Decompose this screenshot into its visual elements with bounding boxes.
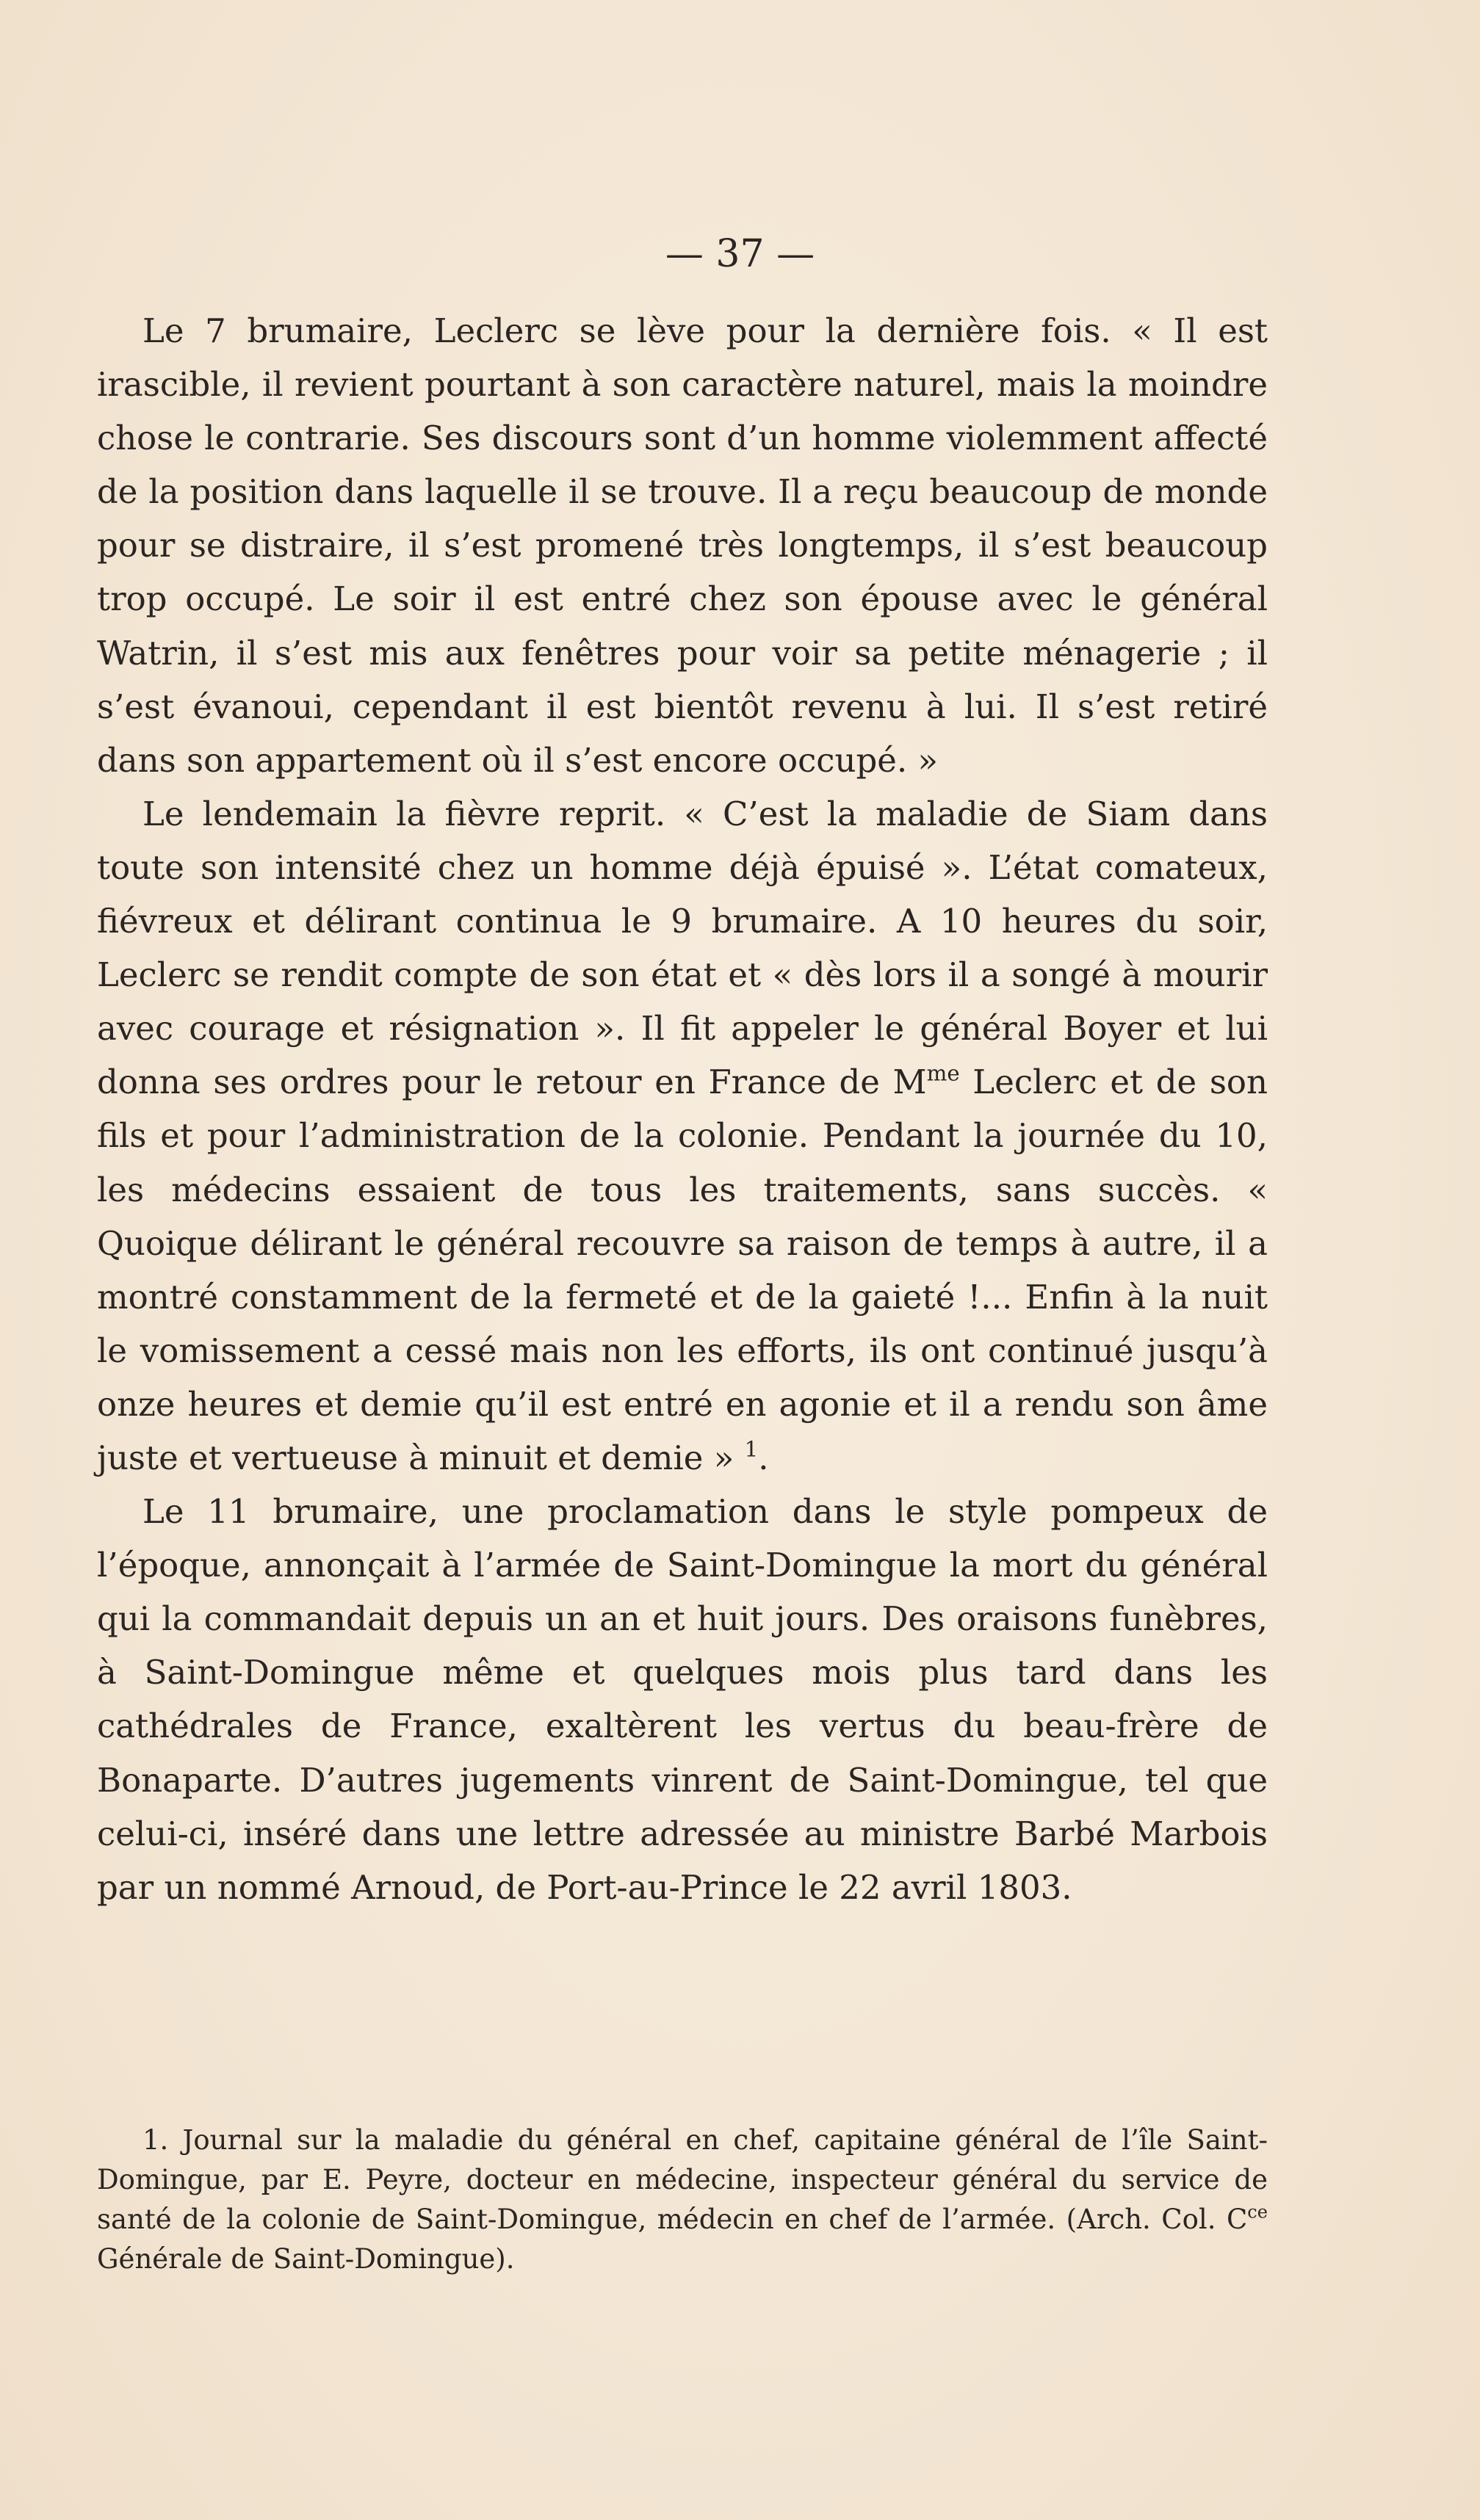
- paragraph-3-text: Le 11 brumaire, une proclamation dans le style pompeux de l’époque, annonçait à l’armée de Saint-Domingue la mort du général qui la commandait depuis un an et huit jours. Des oraisons funèbres, à Saint-Domingue même et quelques mois plus tard dans les cathédrales de France, exaltèrent les vertus du beau-frère de Bonaparte. D’autres jugements vinrent de Saint-Domingue, tel que celui-ci, inséré dans une lettre adressée au ministre Barbé Marbois par un nommé Arnoud, de Port-au-Prince le 22 avril 1803.: [97, 1492, 1268, 1907]
- footnote-1: [97, 2121, 1268, 2279]
- paragraph-2-final-period: .: [758, 1438, 769, 1477]
- paragraph-3: [97, 1485, 1268, 1914]
- paragraph-2-text-start: Le lendemain la fièvre reprit. « C’est la maladie de Siam dans toute son intensité chez un homme déjà épuisé ». L’état comateux, fiévreux et délirant continua le 9 brumaire. A 10 heures du soir, Leclerc se rendit compte de son état et « dès lors il a songé à mourir avec courage et résignation ». Il fit appeler le général Boyer et lui donna ses ordres pour le retour en France de M: [97, 794, 1268, 1102]
- footnote-1-text-start: 1. Journal sur la maladie du général en chef, capitaine général de l’île Saint-Domingue, par E. Peyre, docteur en médecine, inspecteur général du service de santé de la colonie de Saint-Domingue, médecin en chef de l’armée. (Arch. Col. C: [97, 2124, 1268, 2235]
- paragraph-1: [97, 304, 1268, 787]
- footnotes: [97, 2121, 1268, 2279]
- paragraph-2-text-end: Leclerc et de son fils et pour l’administration de la colonie. Pendant la journée du 10, les médecins essaient de tous les traitements, sans succès. « Quoique délirant le général recouvre sa raison de temps à autre, il a montré constamment de la fermeté et de la gaieté !... Enfin à la nuit le vomissement a cessé mais non les efforts, ils ont continué jusqu’à onze heures et demie qu’il est entré en agonie et il a rendu son âme juste et vertueuse à minuit et demie »: [97, 1062, 1268, 1477]
- footnote-1-text-end: Générale de Saint-Domingue).: [97, 2243, 515, 2275]
- paragraph-1-text: Le 7 brumaire, Leclerc se lève pour la dernière fois. « Il est irascible, il revient pourtant à son caractère naturel, mais la moindre chose le contrarie. Ses discours sont d’un homme violemment affecté de la position dans laquelle il se trouve. Il a reçu beaucoup de monde pour se distraire, il s’est promené très longtemps, il s’est beaucoup trop occupé. Le soir il est entré chez son épouse avec le général Watrin, il s’est mis aux fenêtres pour voir sa petite ménagerie ; il s’est évanoui, cependant il est bientôt revenu à lui. Il s’est retiré dans son appartement où il s’est encore occupé. »: [97, 311, 1268, 780]
- madame-superscript: me: [926, 1060, 960, 1086]
- footnote-reference: 1: [744, 1436, 759, 1462]
- compagnie-superscript: ce: [1247, 2201, 1268, 2223]
- paragraph-2: [97, 787, 1268, 1485]
- page-number: — 37 —: [665, 232, 815, 276]
- main-text: [97, 304, 1268, 1914]
